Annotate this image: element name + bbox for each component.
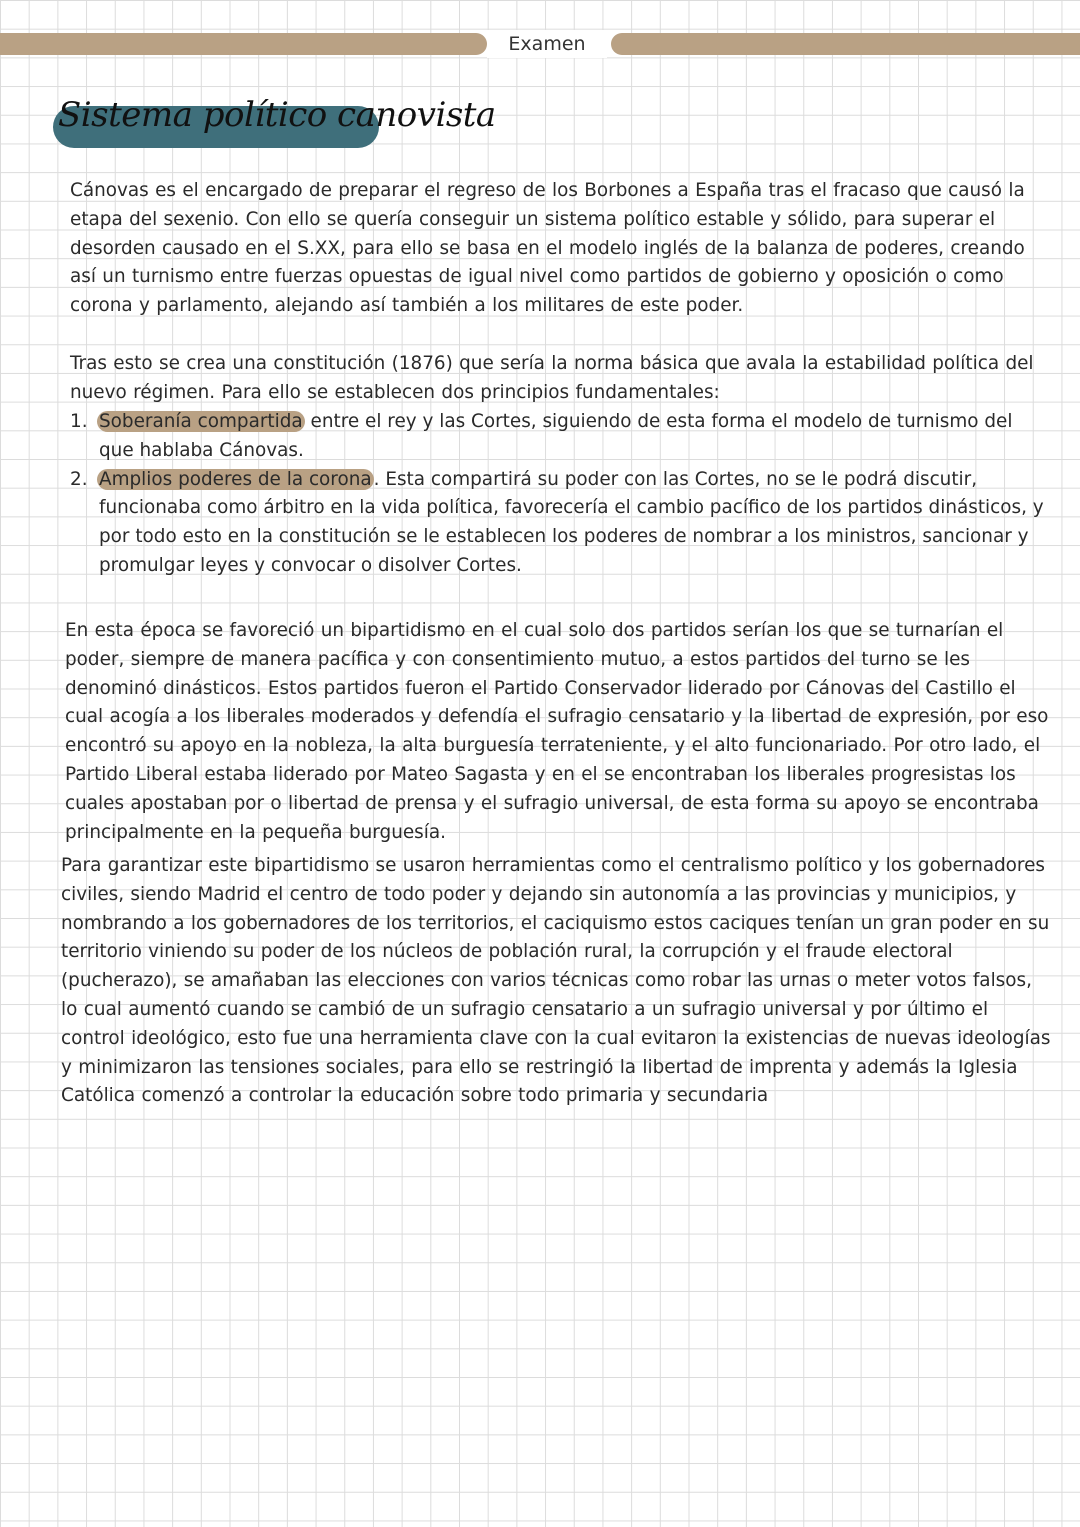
paragraph-constitution [70,350,1050,408]
paragraph-intro [70,177,1050,321]
list-item-number: 1. [70,411,88,432]
paragraph-text: Tras esto se crea una constitución (1876) que sería la norma básica que avala la estabilidad política del nuevo régimen. Para ello se establecen dos principios fundamentales: [70,353,1034,403]
principles-list [70,408,1045,581]
list-item-number: 2. [70,468,88,490]
paragraph-text: Para garantizar este bipartidismo se usaron herramientas como el centralismo político y los gobernadores civiles, siendo Madrid el centro de todo poder y dejando sin autonomía a las provincias y municipios, y nombrando a los gobernadores de los territorios, el caciquismo estos caciques tenían un gran poder en su territorio viniendo su poder de los núcleos de población rural, la corrupción y el fraude electoral (pucherazo), se amañaban las elecciones con varios técnicas como robar las urnas o meter votos falsos, lo cual aumentó cuando se cambió de un sufragio censatario a un sufragio universal y por último el control ideológico, esto fue una herramienta clave con la cual evitaron la existencias de nuevas ideologías y minimizaron las tensiones sociales, para ello se restringió la libertad de imprenta y además la Iglesia Católica comenzó a controlar la educación sobre todo primaria y secundaria [61,855,1051,1107]
header-bar-right [611,33,1080,55]
list-item-text: entre el rey y las Cortes, siguiendo de esta forma el modelo de turnismo del que hablaba Cánovas. [99,411,1013,461]
paragraph-text: Cánovas es el encargado de preparar el regreso de los Borbones a España tras el fracaso que causó la etapa del sexenio. Con ello se quería conseguir un sistema político estable y sólido, para superar el desorden causado en el S.XX, para ello se basa en el modelo inglés de la balanza de poderes, creando así un turnismo entre fuerzas opuestas de igual nivel como partidos de gobierno y oposición o como corona y parlamento, alejando así también a los militares de este poder. [70,180,1025,317]
list-item-text: . Esta compartirá su poder con las Cortes, no se le podrá discutir, funcionaba como árbitro en la vida política, favorecería el cambio pacífico de los partidos dinásticos, y por todo esto en la constitución se le establecen los poderes de nombrar a los ministros, sancionar y promulgar leyes y convocar o disolver Cortes. [99,468,1044,576]
paragraph-herramientas [61,852,1051,1111]
paragraph-bipartidismo [65,617,1055,847]
paragraph-text: En esta época se favoreció un bipartidismo en el cual solo dos partidos serían los que se turnarían el poder, siempre de manera pacífica y con consentimiento mutuo, a estos partidos del turno se les denominó dinásticos. Estos partidos fueron el Partido Conservador liderado por Cánovas del Castillo el cual acogía a los liberales moderados y defendía el sufragio censatario y la libertad de expresión, por eso encontró su apoyo en la nobleza, la alta burguesía terrateniente, y el alto funcionariado. Por otro lado, el Partido Liberal estaba liderado por Mateo Sagasta y en el se encontraban los liberales progresistas los cuales apostaban por o libertad de prensa y el sufragio universal, de esta forma su apoyo se encontraba principalmente en la pequeña burguesía. [65,620,1049,843]
highlighted-term: Amplios poderes de la corona [99,468,372,490]
list-item [70,466,1045,581]
list-item [70,408,1045,466]
page-header-title: Examen [487,30,607,58]
highlighted-term: Soberanía compartida [99,411,303,432]
header-bar-left [0,33,487,55]
page-title: Sistema político canovista [58,95,496,135]
